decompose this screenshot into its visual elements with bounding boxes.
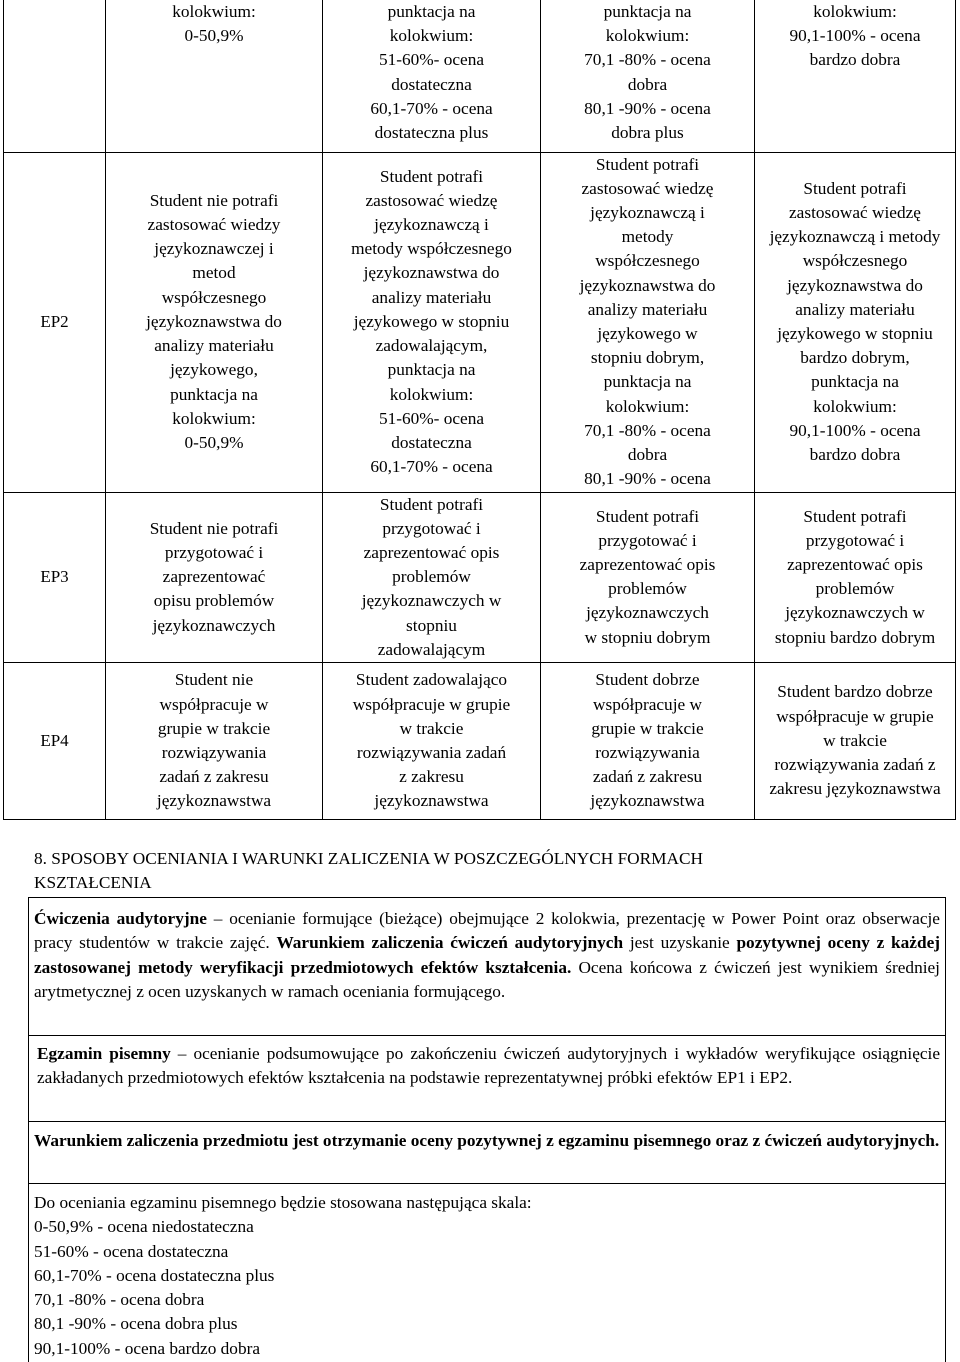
criteria-line: zastosować wiedzę bbox=[581, 178, 714, 198]
criteria-line: analizy materiału bbox=[371, 287, 492, 307]
course-pass-text: Warunkiem zaliczenia przedmiotu jest otrzymanie oceny pozytywnej z egzaminu pisemnego oraz z ćwiczeń audytoryjnych. bbox=[34, 1131, 940, 1150]
criteria-line: rozwiązywania zadań z bbox=[774, 755, 936, 775]
criteria-cell bbox=[106, 662, 323, 819]
criteria-line: współpracuje w bbox=[159, 694, 269, 714]
header-line: dostateczna bbox=[391, 74, 472, 94]
divider bbox=[28, 1121, 946, 1122]
criteria-cell bbox=[755, 492, 956, 662]
section-heading-line2: KSZTAŁCENIA bbox=[34, 873, 152, 892]
criteria-line: Student nie potrafi bbox=[149, 190, 279, 210]
exercise-requirement: pozytywnej oceny z każdej zastosowanej metody weryfikacji przedmiotowych efektów kształcenia. bbox=[34, 933, 941, 977]
criteria-line: językowego w stopniu bbox=[353, 311, 510, 331]
ep-label: EP4 bbox=[4, 662, 106, 819]
criteria-line: zastosować wiedzy bbox=[147, 215, 281, 235]
criteria-line: 60,1-70% - ocena bbox=[370, 457, 493, 477]
criteria-line: Student potrafi bbox=[595, 154, 700, 174]
criteria-line: zadań z zakresu bbox=[159, 767, 269, 787]
header-line: 60,1-70% - ocena bbox=[370, 98, 493, 118]
header-line: dostateczna plus bbox=[374, 123, 489, 143]
criteria-line: rozwiązywania bbox=[161, 742, 267, 762]
criteria-line: bardzo dobra bbox=[809, 445, 901, 465]
criteria-cell bbox=[541, 662, 755, 819]
criteria-line: językowego w bbox=[597, 324, 698, 343]
header-line: 51-60%- ocena bbox=[378, 50, 485, 70]
criteria-line: Student bardzo dobrze bbox=[777, 682, 933, 702]
ep-label: EP3 bbox=[4, 492, 106, 662]
criteria-line: Student potrafi bbox=[595, 506, 700, 526]
criteria-line: zaprezentować opis bbox=[787, 555, 923, 574]
criteria-line: Student zadowalająco bbox=[355, 670, 508, 690]
criteria-line: zadowalającym bbox=[377, 639, 486, 659]
scale-item: 51-60% - ocena dostateczna bbox=[34, 1241, 229, 1261]
criteria-cell bbox=[323, 152, 541, 492]
header-cell-1-lines bbox=[110, 0, 318, 48]
criteria-line: językoznawczą i bbox=[374, 215, 489, 235]
criteria-line: językoznawczej i bbox=[154, 239, 274, 259]
exercise-assessment-paragraph bbox=[34, 907, 940, 1004]
criteria-line: językoznawstwa do bbox=[146, 311, 282, 331]
criteria-line: językoznawstwa bbox=[156, 791, 272, 811]
criteria-line: zastosować wiedzę bbox=[365, 190, 498, 210]
criteria-line: językowego, bbox=[170, 360, 258, 380]
criteria-line: punktacja na bbox=[387, 360, 476, 380]
criteria-line: rozwiązywania bbox=[595, 742, 700, 762]
exam-text: – ocenianie podsumowujące po zakończeniu ćwiczeń audytoryjnych i wykładów weryfikujące osiągnięcie zakładanych przedmiotowych efektów kształcenia na podstawie reprezentatywnej próbki efektów EP1 i EP2. bbox=[37, 1044, 941, 1088]
header-line: bardzo dobra bbox=[809, 50, 901, 70]
criteria-line: językoznawczych bbox=[586, 603, 709, 623]
criteria-line: dostateczna bbox=[391, 432, 472, 452]
exam-scale-list bbox=[34, 1215, 940, 1361]
header-line: kolokwium: bbox=[389, 26, 474, 46]
section-heading-line1: 8. SPOSOBY OCENIANIA I WARUNKI ZALICZENIA W POSZCZEGÓLNYCH FORMACH bbox=[34, 849, 704, 868]
header-line: punktacja na bbox=[387, 2, 476, 21]
criteria-line: stopniu bardzo dobrym bbox=[774, 627, 936, 647]
criteria-line: językowego w stopniu bbox=[777, 324, 933, 343]
criteria-line: grupie w trakcie bbox=[157, 718, 271, 738]
scale-item: 60,1-70% - ocena dostateczna plus bbox=[34, 1265, 275, 1285]
criteria-line: 0-50,9% bbox=[184, 432, 244, 452]
criteria-line: zaprezentować bbox=[162, 567, 266, 587]
criteria-line: punktacja na bbox=[811, 372, 899, 392]
criteria-line: w trakcie bbox=[823, 730, 887, 750]
criteria-line: analizy materiału bbox=[154, 336, 274, 356]
criteria-line: punktacja na bbox=[603, 372, 692, 392]
header-line: kolokwium: bbox=[172, 2, 256, 21]
criteria-line: współpracuje w grupie bbox=[352, 694, 511, 714]
criteria-line: Student potrafi bbox=[379, 494, 484, 514]
table-row bbox=[4, 152, 956, 492]
criteria-line: problemów bbox=[392, 567, 471, 587]
criteria-line: współczesnego bbox=[595, 251, 700, 271]
criteria-line: w trakcie bbox=[399, 718, 464, 738]
exercise-title: Ćwiczenia audytoryjne bbox=[34, 909, 207, 928]
criteria-cell bbox=[323, 662, 541, 819]
exercise-condition: Warunkiem zaliczenia ćwiczeń audytoryjnych bbox=[276, 933, 624, 953]
criteria-line: zadań z zakresu bbox=[592, 767, 703, 787]
criteria-line: językoznawstwa do bbox=[579, 275, 716, 295]
exam-scale-block bbox=[34, 1191, 940, 1361]
criteria-line: Student dobrze bbox=[595, 670, 700, 690]
criteria-line: językoznawczych w bbox=[361, 591, 502, 611]
criteria-line: grupie w trakcie bbox=[591, 718, 704, 738]
criteria-line: problemów bbox=[815, 579, 895, 599]
exercise-text-3: Ocena końcowa z ćwiczeń jest wynikiem średniej arytmetycznej z ocen uzyskanych w ramach oceniania formującego. bbox=[34, 957, 940, 1001]
exam-assessment-paragraph bbox=[37, 1042, 940, 1091]
criteria-line: analizy materiału bbox=[795, 299, 915, 319]
criteria-line: Student potrafi bbox=[803, 506, 907, 526]
criteria-line: współpracuje w grupie bbox=[776, 706, 934, 726]
header-line: 0-50,9% bbox=[184, 26, 244, 46]
criteria-line: językoznawczych bbox=[152, 615, 276, 635]
criteria-line: Student potrafi bbox=[379, 166, 484, 186]
ep-label: EP2 bbox=[4, 152, 106, 492]
criteria-line: językoznawczą i metody bbox=[769, 227, 941, 247]
course-pass-condition bbox=[34, 1129, 940, 1153]
criteria-line: stopniu dobrym, bbox=[590, 348, 705, 368]
section-heading bbox=[34, 847, 944, 895]
criteria-line: współczesnego bbox=[802, 251, 908, 271]
criteria-line: problemów bbox=[608, 579, 687, 599]
criteria-line: Student nie potrafi bbox=[149, 518, 279, 538]
criteria-line: przygotować i bbox=[164, 542, 264, 562]
criteria-line: metod bbox=[192, 263, 236, 283]
criteria-line: językoznawstwa bbox=[590, 791, 705, 811]
scale-item: 90,1-100% - ocena bardzo dobra bbox=[34, 1338, 261, 1358]
criteria-line: 80,1 -90% - ocena bbox=[584, 469, 711, 489]
table-row-header bbox=[4, 0, 956, 152]
header-cell-3 bbox=[541, 0, 755, 152]
criteria-cell bbox=[323, 492, 541, 662]
table-row bbox=[4, 662, 956, 819]
criteria-cell bbox=[106, 492, 323, 662]
header-cell-4-lines bbox=[759, 0, 951, 73]
criteria-line: kolokwium: bbox=[389, 384, 474, 404]
criteria-line: metody bbox=[621, 227, 674, 247]
header-line: 80,1 -90% - ocena bbox=[584, 98, 711, 118]
criteria-line: punktacja na bbox=[170, 384, 258, 404]
criteria-cell bbox=[541, 492, 755, 662]
header-line: dobra plus bbox=[611, 123, 684, 143]
criteria-cell bbox=[106, 152, 323, 492]
header-cell-4 bbox=[755, 0, 956, 152]
criteria-line: 90,1-100% - ocena bbox=[789, 420, 921, 440]
criteria-cell bbox=[541, 152, 755, 492]
criteria-line: językoznawstwa do bbox=[787, 275, 923, 295]
criteria-line: kolokwium: bbox=[605, 396, 690, 416]
criteria-line: przygotować i bbox=[805, 530, 905, 550]
header-line: dobra bbox=[627, 74, 668, 94]
criteria-line: językoznawczą i bbox=[590, 202, 705, 222]
criteria-line: Student potrafi bbox=[803, 178, 907, 198]
header-ep-cell bbox=[4, 0, 106, 152]
header-cell-3-lines bbox=[545, 0, 750, 145]
criteria-cell bbox=[755, 152, 956, 492]
criteria-line: Student nie bbox=[174, 670, 254, 690]
criteria-line: współczesnego bbox=[161, 287, 267, 307]
header-line: punktacja na bbox=[603, 2, 692, 21]
criteria-line: 51-60%- ocena bbox=[378, 408, 485, 428]
criteria-cell bbox=[755, 662, 956, 819]
criteria-line: zadowalającym, bbox=[375, 336, 488, 356]
divider bbox=[28, 1183, 946, 1184]
criteria-line: przygotować i bbox=[598, 530, 697, 550]
criteria-line: 70,1 -80% - ocena bbox=[584, 420, 711, 440]
criteria-line: stopniu bbox=[406, 615, 457, 635]
exam-title: Egzamin pisemny bbox=[37, 1044, 171, 1063]
criteria-line: opisu problemów bbox=[153, 591, 275, 611]
exam-scale-intro: Do oceniania egzaminu pisemnego będzie stosowana następująca skala: bbox=[34, 1193, 532, 1212]
criteria-line: kolokwium: bbox=[172, 408, 256, 428]
criteria-line: językoznawstwa do bbox=[363, 263, 500, 283]
header-cell-2-lines bbox=[327, 0, 536, 145]
criteria-line: językoznawstwa bbox=[374, 791, 489, 811]
criteria-line: rozwiązywania zadań bbox=[356, 742, 507, 762]
criteria-line: w stopniu dobrym bbox=[584, 627, 711, 647]
criteria-line: zakresu językoznawstwa bbox=[769, 779, 941, 799]
criteria-line: analizy materiału bbox=[587, 299, 708, 319]
header-cell-1 bbox=[106, 0, 323, 152]
criteria-line: kolokwium: bbox=[813, 396, 897, 416]
header-line: kolokwium: bbox=[813, 2, 897, 21]
scale-item: 0-50,9% - ocena niedostateczna bbox=[34, 1217, 254, 1237]
criteria-line: zaprezentować opis bbox=[579, 555, 716, 574]
scale-item: 80,1 -90% - ocena dobra plus bbox=[34, 1314, 238, 1334]
criteria-line: przygotować i bbox=[382, 518, 481, 538]
criteria-line: zastosować wiedzę bbox=[789, 202, 921, 222]
header-cell-2 bbox=[323, 0, 541, 152]
divider bbox=[28, 1035, 946, 1036]
criteria-line: zaprezentować opis bbox=[363, 542, 500, 562]
criteria-line: językoznawczych w bbox=[785, 603, 925, 623]
scale-item: 70,1 -80% - ocena dobra bbox=[34, 1290, 205, 1310]
header-line: 70,1 -80% - ocena bbox=[584, 50, 711, 70]
header-line: 90,1-100% - ocena bbox=[789, 26, 921, 46]
criteria-line: metody współczesnego bbox=[351, 239, 512, 259]
table-row bbox=[4, 492, 956, 662]
criteria-line: współpracuje w bbox=[593, 694, 702, 714]
criteria-line: z zakresu bbox=[399, 767, 464, 787]
criteria-line: dobra bbox=[627, 445, 668, 465]
grading-criteria-table bbox=[3, 0, 956, 820]
exercise-text-2: jest uzyskanie bbox=[623, 933, 737, 953]
criteria-line: bardzo dobrym, bbox=[800, 348, 910, 368]
header-line: kolokwium: bbox=[605, 26, 690, 46]
exercise-text-1: – ocenianie formujące (bieżące) obejmujące 2 kolokwia, prezentację w Power Point oraz obserwacje pracy studentów w trakcie zajęć. bbox=[34, 909, 940, 953]
